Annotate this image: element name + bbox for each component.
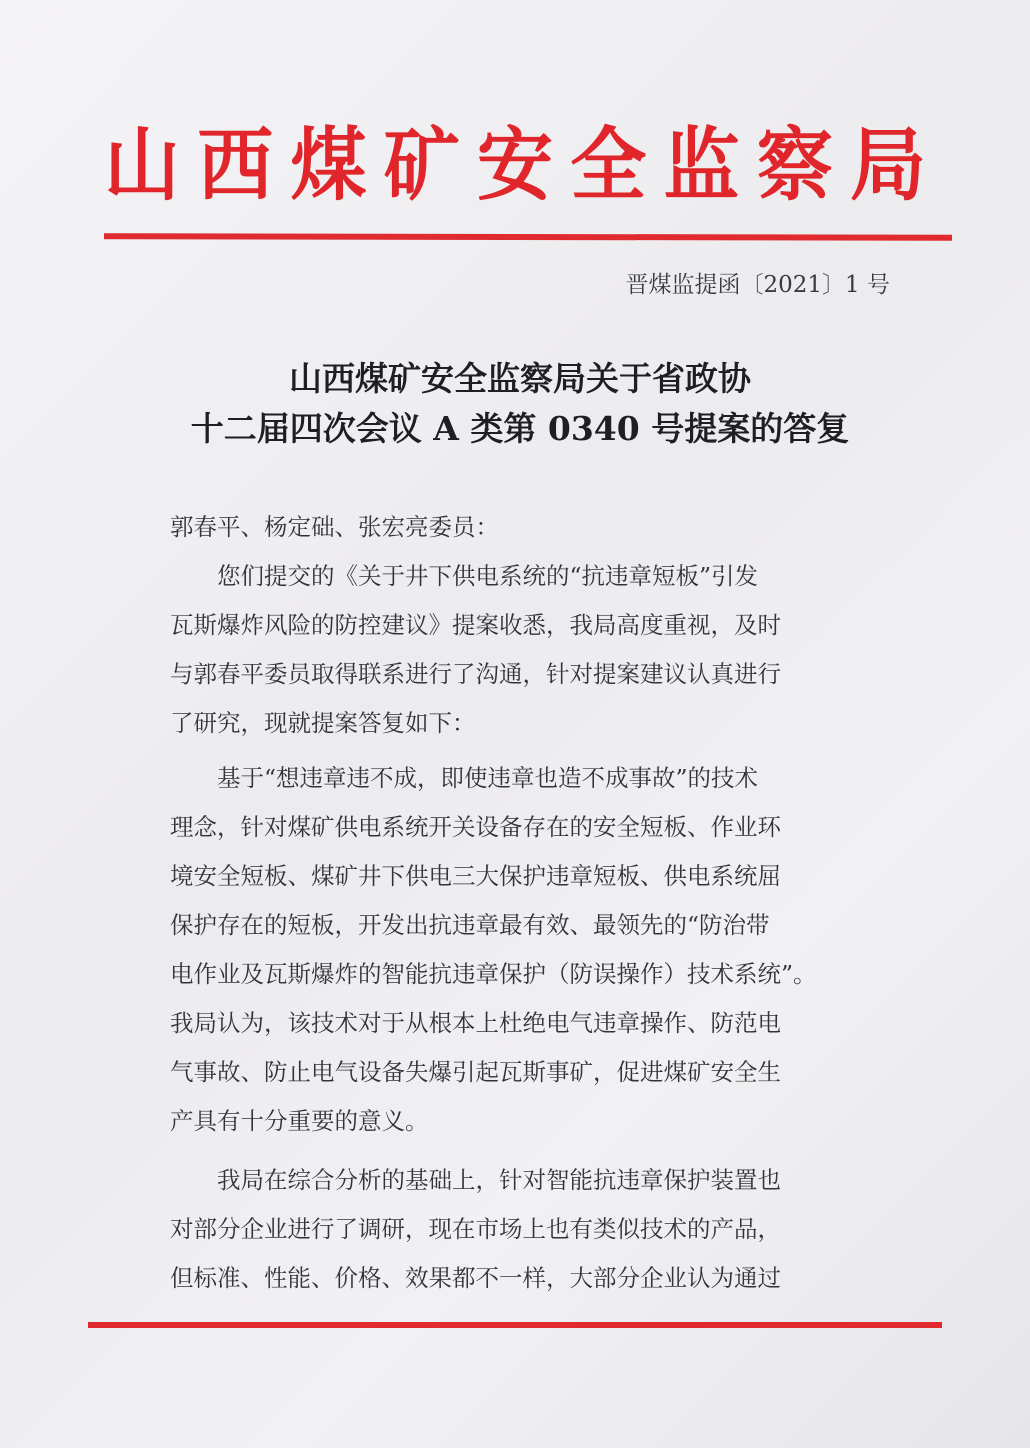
paragraph-line: 与郭春平委员取得联系进行了沟通，针对提案建议认真进行 <box>170 660 781 688</box>
document-body <box>170 503 880 1303</box>
paragraph-line: 了研究，现就提案答复如下： <box>170 709 476 737</box>
issuer-masthead <box>100 108 930 212</box>
document-title <box>110 354 930 454</box>
paragraph-line: 电作业及瓦斯爆炸的智能抗违章保护（防误操作）技术系统”。 <box>170 960 817 988</box>
paragraph-line: 理念，针对煤矿供电系统开关设备存在的安全短板、作业环 <box>170 813 781 841</box>
paragraph-line: 气事故、防止电气设备失爆引起瓦斯事矿，促进煤矿安全生 <box>170 1058 781 1086</box>
paragraph-line: 您们提交的《关于井下供电系统的“抗违章短板”引发 <box>217 562 759 590</box>
masthead-char: 全 <box>570 117 647 212</box>
masthead-char: 局 <box>850 117 926 212</box>
masthead-char: 监 <box>663 117 740 212</box>
footer-red-rule <box>88 1322 942 1328</box>
title-line: 十二届四次会议 A 类第 0340 号提案的答复 <box>190 409 850 448</box>
paragraph-line: 但标准、性能、价格、效果都不一样，大部分企业认为通过 <box>170 1264 781 1292</box>
masthead-char: 西 <box>197 117 274 212</box>
paragraph-line: 产具有十分重要的意义。 <box>170 1107 429 1135</box>
paragraph-line: 保护存在的短板，开发出抗违章最有效、最领先的“防治带 <box>170 911 770 939</box>
masthead-char: 煤 <box>290 117 367 212</box>
paragraph-line: 对部分企业进行了调研，现在市场上也有类似技术的产品， <box>170 1215 781 1243</box>
paragraph-line: 我局认为，该技术对于从根本上杜绝电气违章操作、防范电 <box>170 1009 781 1037</box>
paragraph-line: 瓦斯爆炸风险的防控建议》提案收悉，我局高度重视，及时 <box>170 611 781 639</box>
paragraph-line: 境安全短板、煤矿井下供电三大保护违章短板、供电系统屈 <box>170 862 781 890</box>
paragraph-line: 基于“想违章违不成，即使违章也造不成事故”的技术 <box>217 764 759 792</box>
salutation: 郭春平、杨定础、张宏亮委员： <box>170 513 499 541</box>
header-red-rule <box>104 233 952 240</box>
masthead-char: 矿 <box>383 117 460 212</box>
document-number: 晋煤监提函〔2021〕1 号 <box>625 272 890 298</box>
masthead-char: 察 <box>756 117 833 212</box>
masthead-char: 安 <box>477 117 553 212</box>
paragraph-line: 我局在综合分析的基础上，针对智能抗违章保护装置也 <box>217 1166 781 1194</box>
title-line: 山西煤矿安全监察局关于省政协 <box>289 359 751 398</box>
masthead-char: 山 <box>104 117 180 212</box>
